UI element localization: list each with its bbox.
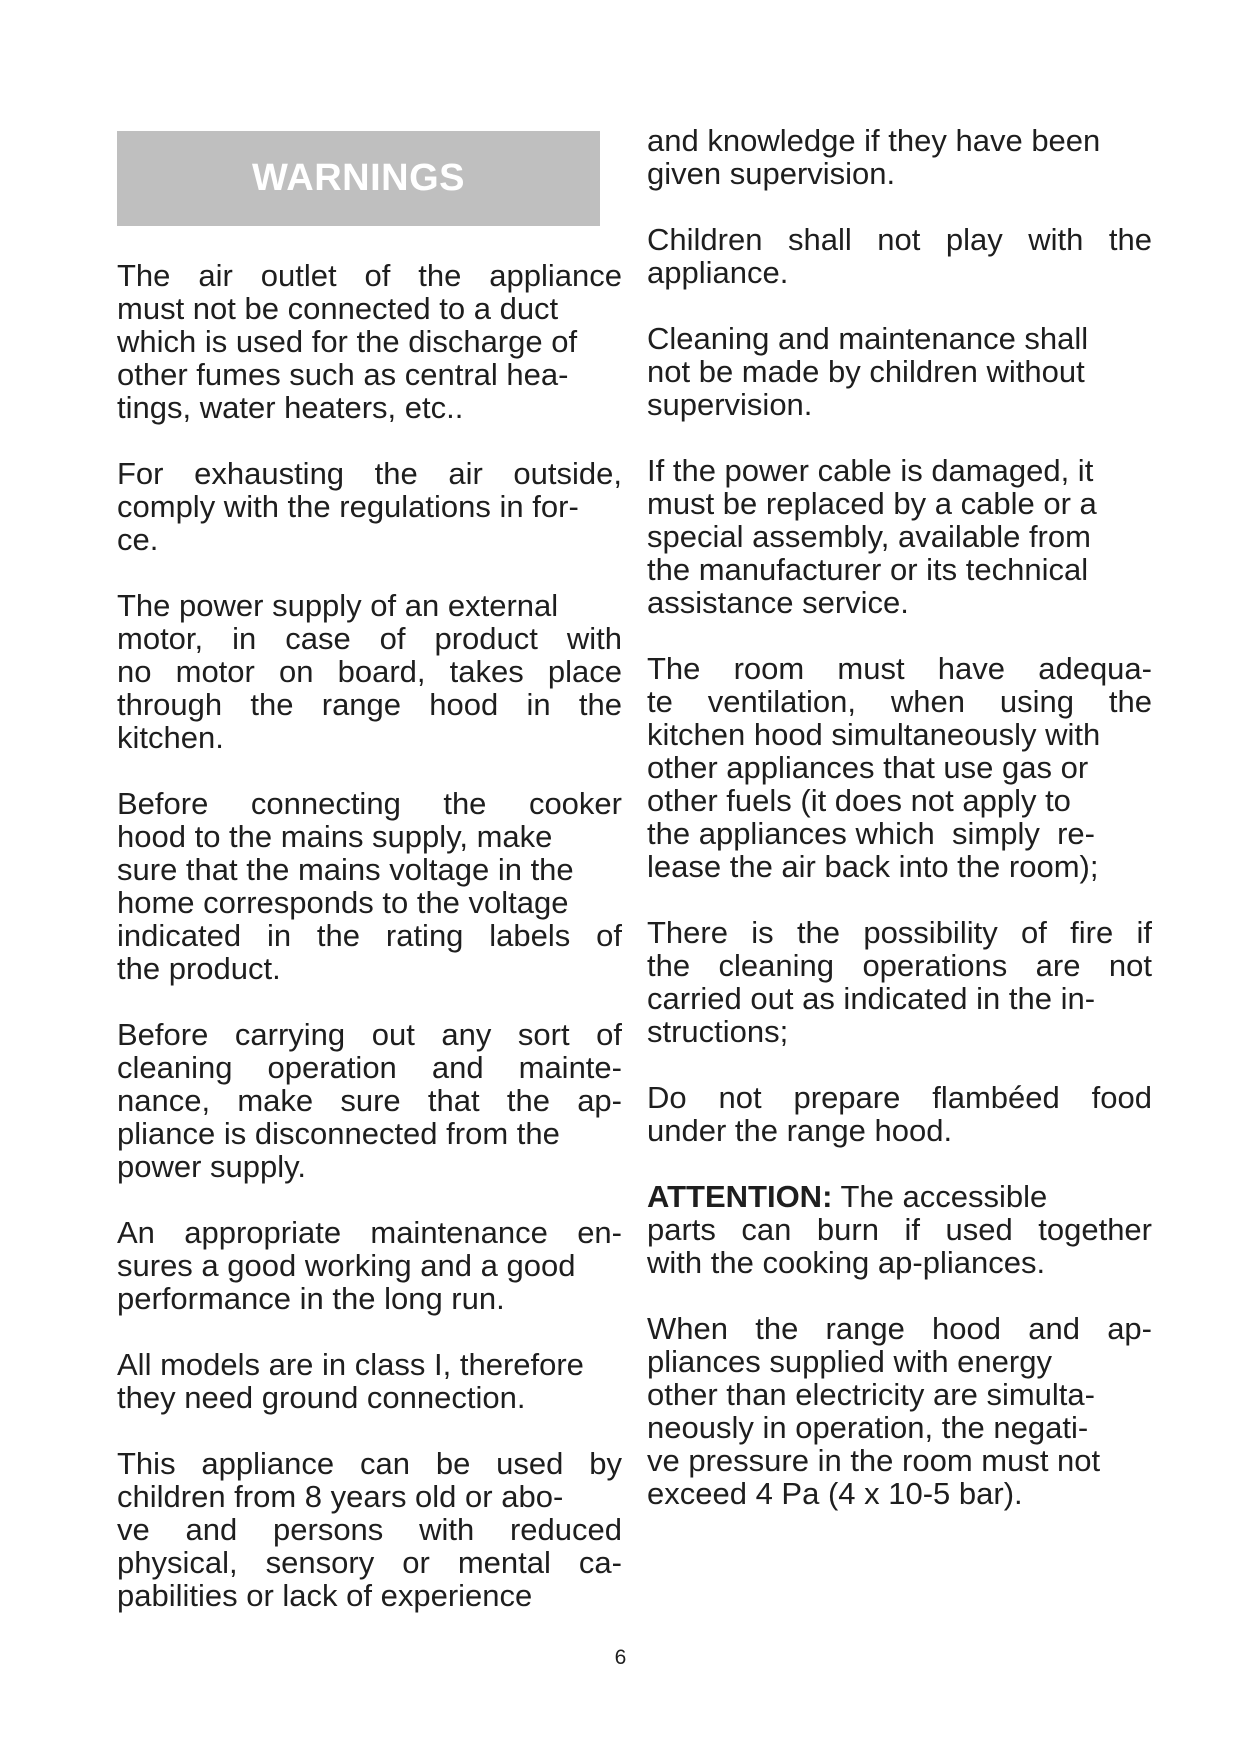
text-line: pabilities or lack of experience (117, 1578, 533, 1613)
warnings-header (117, 131, 600, 226)
text-line: and knowledge if they have been (647, 123, 1101, 158)
text-line: nance, make sure that the ap- (117, 1084, 622, 1118)
text-line: kitchen. (117, 720, 224, 755)
text-line: motor, in case of product with (117, 622, 622, 656)
text-line: supervision. (647, 387, 813, 422)
text-line: appliance. (647, 255, 789, 290)
text-line (647, 1180, 1047, 1214)
text-line: te ventilation, when using the (647, 685, 1152, 719)
text-line: given supervision. (647, 156, 896, 191)
text-line: must not be connected to a duct (117, 291, 559, 326)
text-line: The room must have adequa- (647, 652, 1152, 686)
attention-label: ATTENTION: (647, 1179, 833, 1214)
text-line: ve and persons with reduced (117, 1513, 622, 1547)
text-line: ce. (117, 522, 159, 557)
text-line: Cleaning and maintenance shall (647, 321, 1089, 356)
text-line: Do not prepare flambéed food (647, 1081, 1152, 1115)
text-line: This appliance can be used by (117, 1447, 622, 1481)
text-line: home corresponds to the voltage (117, 885, 569, 920)
text-line-content: The accessible (832, 1179, 1048, 1214)
text-line: the product. (117, 951, 281, 986)
text-line: ve pressure in the room must not (647, 1443, 1101, 1478)
text-line: There is the possibility of fire if (647, 916, 1152, 950)
text-line: power supply. (117, 1149, 306, 1184)
text-line: they need ground connection. (117, 1380, 526, 1415)
text-line: other than electricity are simulta- (647, 1377, 1095, 1412)
text-line: through the range hood in the (117, 688, 622, 722)
text-line: under the range hood. (647, 1113, 953, 1148)
text-line: carried out as indicated in the in- (647, 981, 1096, 1016)
text-line: the appliances which simply re- (647, 816, 1095, 851)
text-line: performance in the long run. (117, 1281, 505, 1316)
text-line: lease the air back into the room); (647, 849, 1099, 884)
text-line: All models are in class I, therefore (117, 1347, 584, 1382)
page-number: 6 (614, 1646, 627, 1669)
text-line: parts can burn if used together (647, 1213, 1152, 1247)
page-title: WARNINGS (252, 157, 465, 199)
text-line: pliances supplied with energy (647, 1344, 1052, 1379)
text-line: The power supply of an external (117, 588, 559, 623)
text-line: no motor on board, takes place (117, 655, 622, 689)
text-line: which is used for the discharge of (117, 324, 578, 359)
text-line: exceed 4 Pa (4 x 10-5 bar). (647, 1476, 1023, 1511)
text-line: For exhausting the air outside, (117, 457, 622, 491)
text-line: not be made by children without (647, 354, 1085, 389)
text-line: comply with the regulations in for- (117, 489, 579, 524)
text-line: sure that the mains voltage in the (117, 852, 574, 887)
text-line: the manufacturer or its technical (647, 552, 1089, 587)
text-line: cleaning operation and mainte- (117, 1051, 622, 1085)
text-line: children from 8 years old or abo- (117, 1479, 564, 1514)
text-line: indicated in the rating labels of (117, 919, 622, 953)
text-line: special assembly, available from (647, 519, 1091, 554)
text-line: If the power cable is damaged, it (647, 453, 1094, 488)
text-line: tings, water heaters, etc.. (117, 390, 464, 425)
text-line: pliance is disconnected from the (117, 1116, 560, 1151)
text-line: other fuels (it does not apply to (647, 783, 1071, 818)
text-line: structions; (647, 1014, 789, 1049)
text-line: physical, sensory or mental ca- (117, 1546, 622, 1580)
text-line: sures a good working and a good (117, 1248, 576, 1283)
text-line: assistance service. (647, 585, 909, 620)
text-line: Before carrying out any sort of (117, 1018, 622, 1052)
text-line: hood to the mains supply, make (117, 819, 553, 854)
text-line: other appliances that use gas or (647, 750, 1089, 785)
text-line: neously in operation, the negati- (647, 1410, 1089, 1445)
text-line: When the range hood and ap- (647, 1312, 1152, 1346)
text-line: must be replaced by a cable or a (647, 486, 1097, 521)
text-line: other fumes such as central hea- (117, 357, 569, 392)
text-line: The air outlet of the appliance (117, 259, 622, 293)
text-line: kitchen hood simultaneously with (647, 717, 1101, 752)
text-line: Before connecting the cooker (117, 787, 622, 821)
text-line: Children shall not play with the (647, 223, 1152, 257)
text-line: An appropriate maintenance en- (117, 1216, 622, 1250)
text-line: the cleaning operations are not (647, 949, 1152, 983)
text-line: with the cooking ap-pliances. (647, 1245, 1046, 1280)
